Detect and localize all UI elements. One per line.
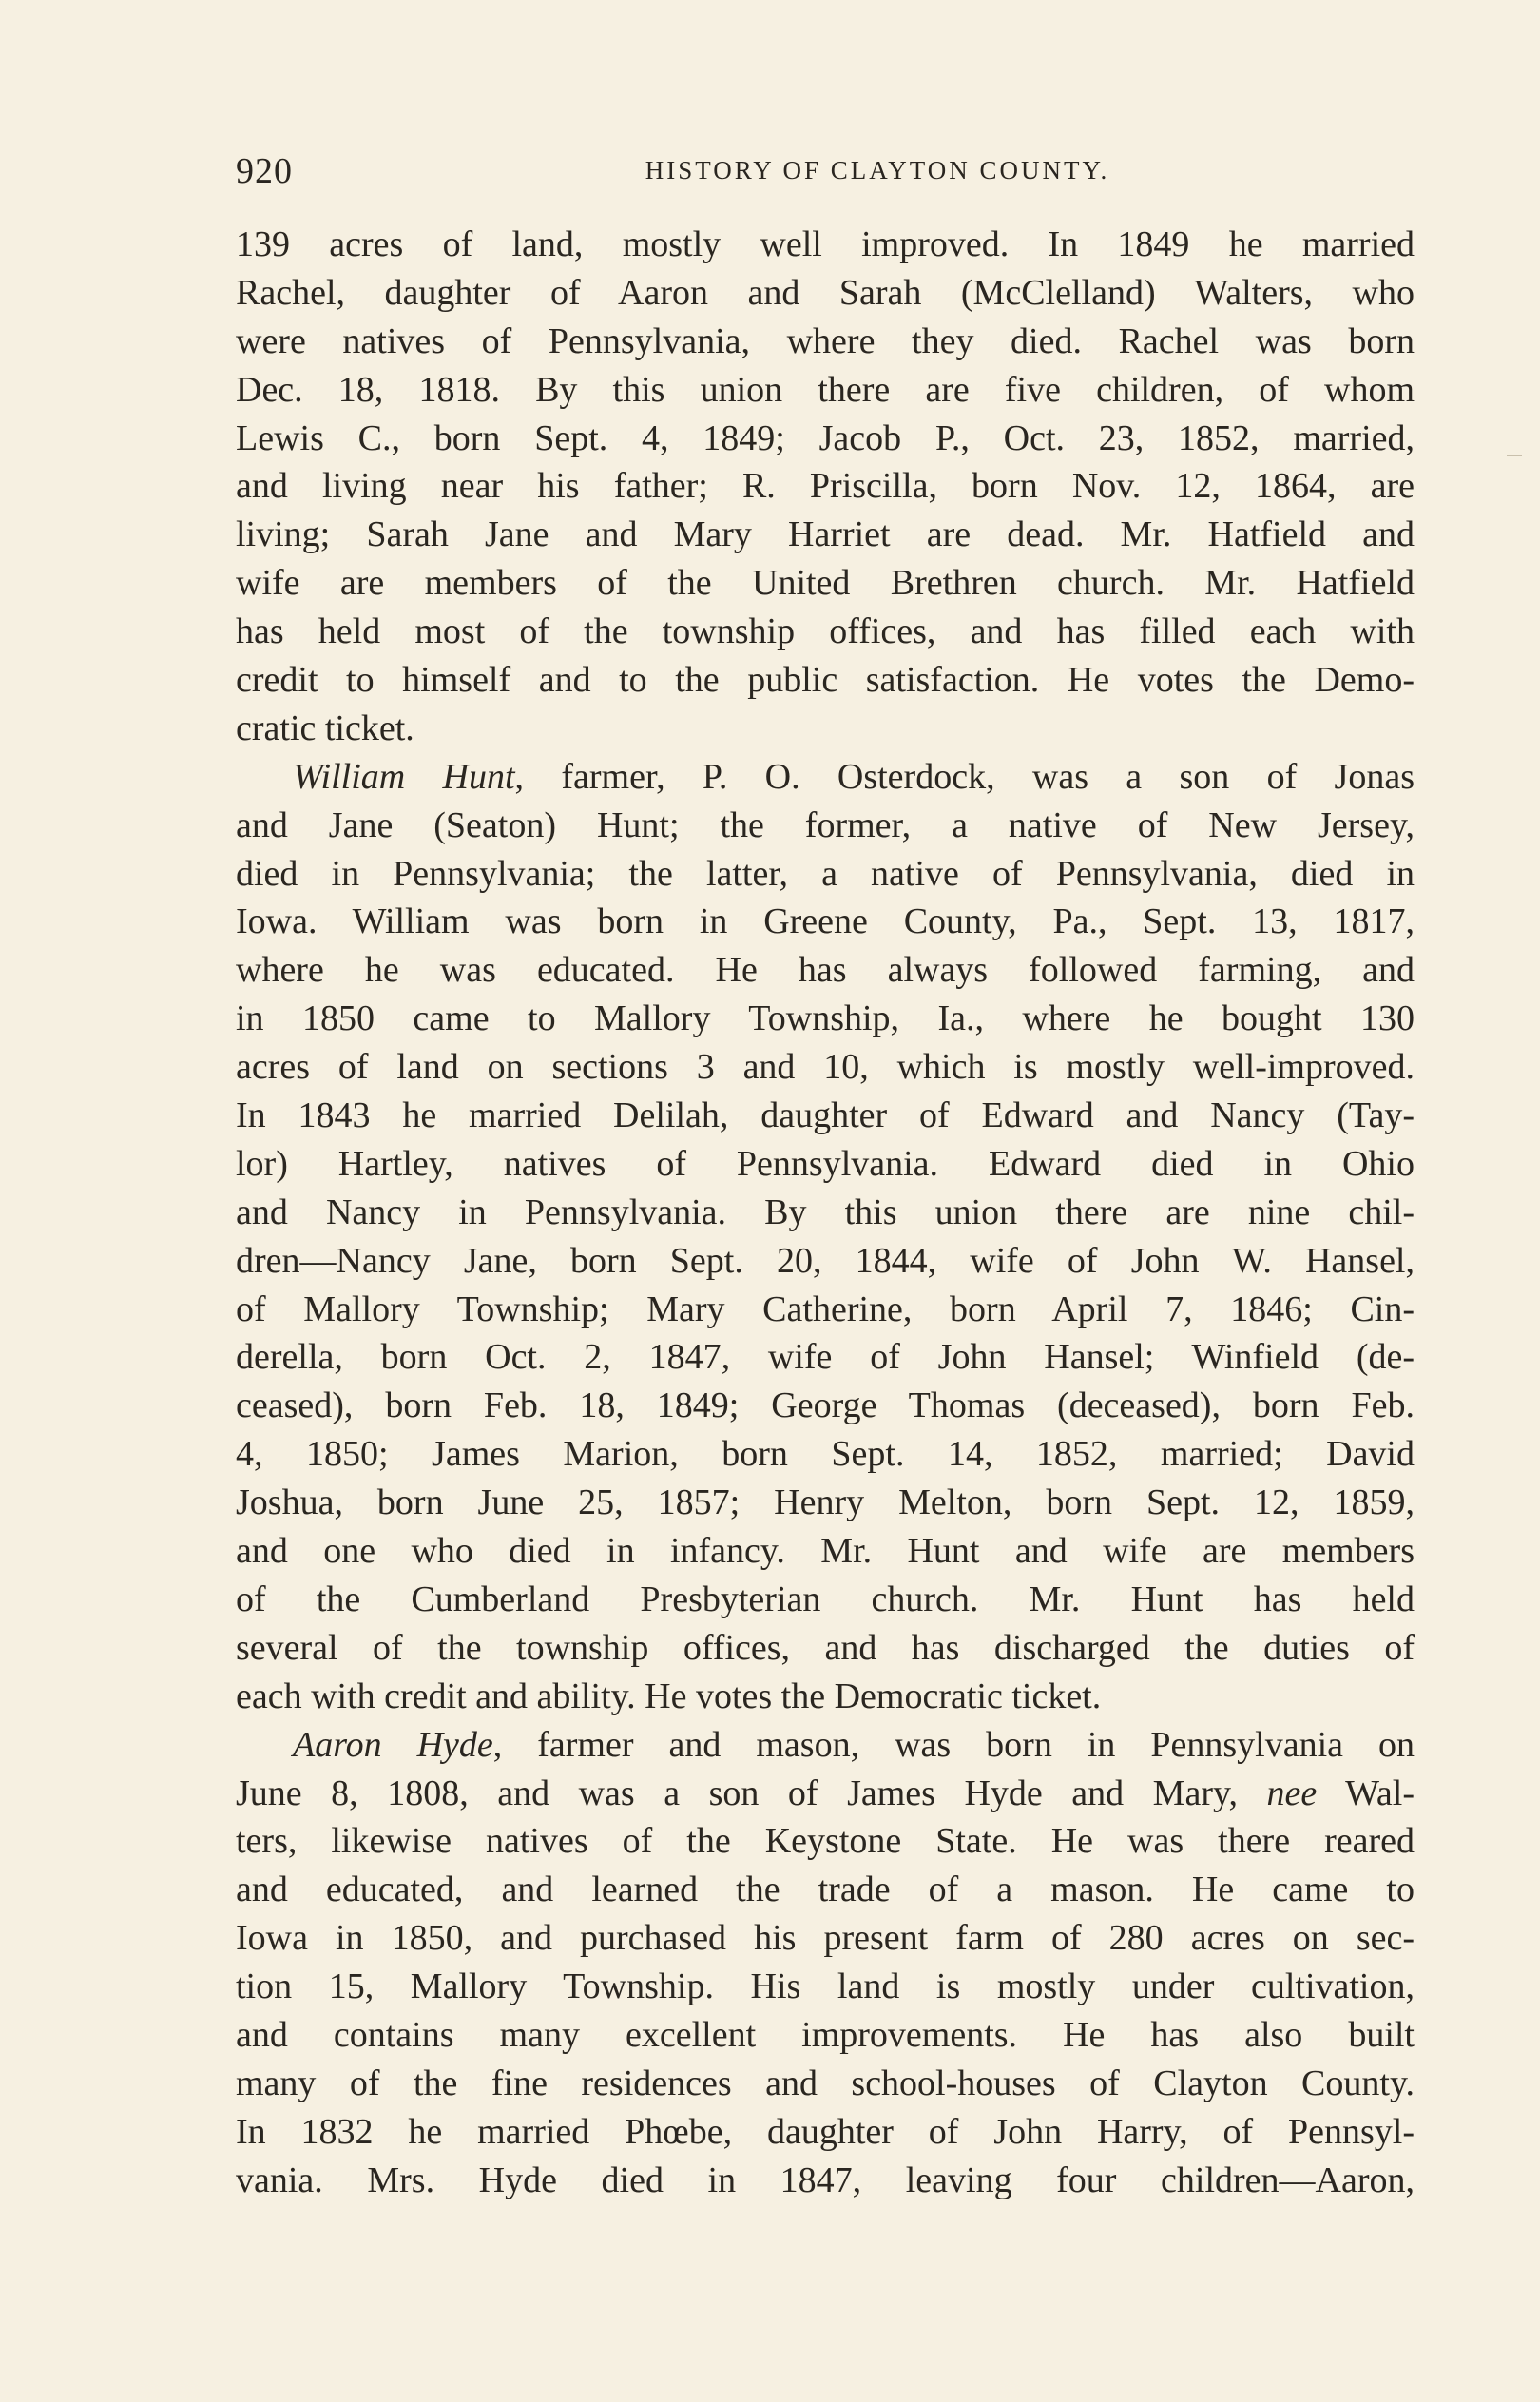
text-line: credit to himself and to the public satisfaction. He votes the Demo-	[236, 660, 1415, 701]
text-line: of the Cumberland Presbyterian church. Mr. Hunt has held	[236, 1579, 1415, 1619]
text-line: living; Sarah Jane and Mary Harriet are dead. Mr. Hatfield and	[236, 514, 1415, 555]
entry-start-line	[236, 1721, 1415, 1770]
text-line: Dec. 18, 1818. By this union there are five children, of whom	[236, 369, 1415, 410]
text-line: several of the township offices, and has discharged the duties of	[236, 1627, 1415, 1668]
text-line: Joshua, born June 25, 1857; Henry Melton, born Sept. 12, 1859,	[236, 1482, 1415, 1523]
text-line: tion 15, Mallory Township. His land is mostly under cultivation,	[236, 1966, 1415, 2007]
text-line: Iowa in 1850, and purchased his present farm of 280 acres on sec-	[236, 1918, 1415, 1959]
text-line: of Mallory Township; Mary Catherine, born April 7, 1846; Cin-	[236, 1288, 1415, 1329]
entry-name: William Hunt	[293, 756, 515, 797]
text-line: lor) Hartley, natives of Pennsylvania. Edward died in Ohio	[236, 1143, 1415, 1184]
text-line	[236, 1770, 1415, 1818]
text-line: and contains many excellent improvements. He has also built	[236, 2014, 1415, 2055]
text-line: and educated, and learned the trade of a mason. He came to	[236, 1869, 1415, 1910]
text-line: each with credit and ability. He votes the Democratic ticket.	[236, 1676, 1102, 1716]
text-line: Iowa. William was born in Greene County, Pa., Sept. 13, 1817,	[236, 901, 1415, 942]
text-line: and one who died in infancy. Mr. Hunt and wife are members	[236, 1531, 1415, 1572]
text-line: has held most of the township offices, and has filled each with	[236, 611, 1415, 652]
text-line: Lewis C., born Sept. 4, 1849; Jacob P., Oct. 23, 1852, married,	[236, 417, 1415, 458]
entry-name: Aaron Hyde	[293, 1724, 493, 1765]
margin-mark	[1507, 455, 1522, 456]
text-line: many of the fine residences and school-houses of Clayton County.	[236, 2063, 1415, 2103]
page-header	[236, 150, 1415, 192]
body-text	[236, 221, 1415, 2205]
italic-word: nee	[1266, 1772, 1318, 1813]
text-line: and Nancy in Pennsylvania. By this union there are nine chil-	[236, 1191, 1415, 1232]
text-line: vania. Mrs. Hyde died in 1847, leaving four children—Aaron,	[236, 2160, 1415, 2200]
text-line: dren—Nancy Jane, born Sept. 20, 1844, wife of John W. Hansel,	[236, 1240, 1415, 1281]
text-line: Rachel, daughter of Aaron and Sarah (McClelland) Walters, who	[236, 272, 1415, 313]
page-number: 920	[236, 151, 293, 191]
text-segment: June 8, 1808, and was a son of James Hyde and Mary,	[236, 1772, 1267, 1813]
text-line: and Jane (Seaton) Hunt; the former, a native of New Jersey,	[236, 804, 1415, 845]
text-line: in 1850 came to Mallory Township, Ia., where he bought 130	[236, 998, 1415, 1039]
text-line: 139 acres of land, mostly well improved. In 1849 he married	[236, 224, 1415, 264]
text-line: ters, likewise natives of the Keystone State. He was there reared	[236, 1821, 1415, 1862]
text-line: cratic ticket.	[236, 707, 414, 748]
text-line: were natives of Pennsylvania, where they died. Rachel was born	[236, 320, 1415, 361]
text-line: 4, 1850; James Marion, born Sept. 14, 1852, married; David	[236, 1434, 1415, 1475]
text-line: died in Pennsylvania; the latter, a native of Pennsylvania, died in	[236, 853, 1415, 894]
entry-text: , farmer, P. O. Osterdock, was a son of Jonas	[514, 756, 1415, 797]
entry-start-line	[236, 753, 1415, 802]
running-title: HISTORY OF CLAYTON COUNTY.	[645, 156, 1110, 184]
text-line: and living near his father; R. Priscilla, born Nov. 12, 1864, are	[236, 466, 1415, 507]
text-line: In 1843 he married Delilah, daughter of Edward and Nancy (Tay-	[236, 1095, 1415, 1136]
entry-text: , farmer and mason, was born in Pennsylvania on	[492, 1724, 1415, 1765]
text-segment: Wal-	[1317, 1772, 1415, 1813]
text-line: In 1832 he married Phœbe, daughter of John Harry, of Pennsyl-	[236, 2111, 1415, 2152]
text-line: wife are members of the United Brethren church. Mr. Hatfield	[236, 563, 1415, 604]
text-line: where he was educated. He has always followed farming, and	[236, 950, 1415, 991]
text-line: derella, born Oct. 2, 1847, wife of John Hansel; Winfield (de-	[236, 1337, 1415, 1378]
text-line: ceased), born Feb. 18, 1849; George Thomas (deceased), born Feb.	[236, 1385, 1415, 1426]
text-line: acres of land on sections 3 and 10, which is mostly well-improved.	[236, 1047, 1415, 1088]
